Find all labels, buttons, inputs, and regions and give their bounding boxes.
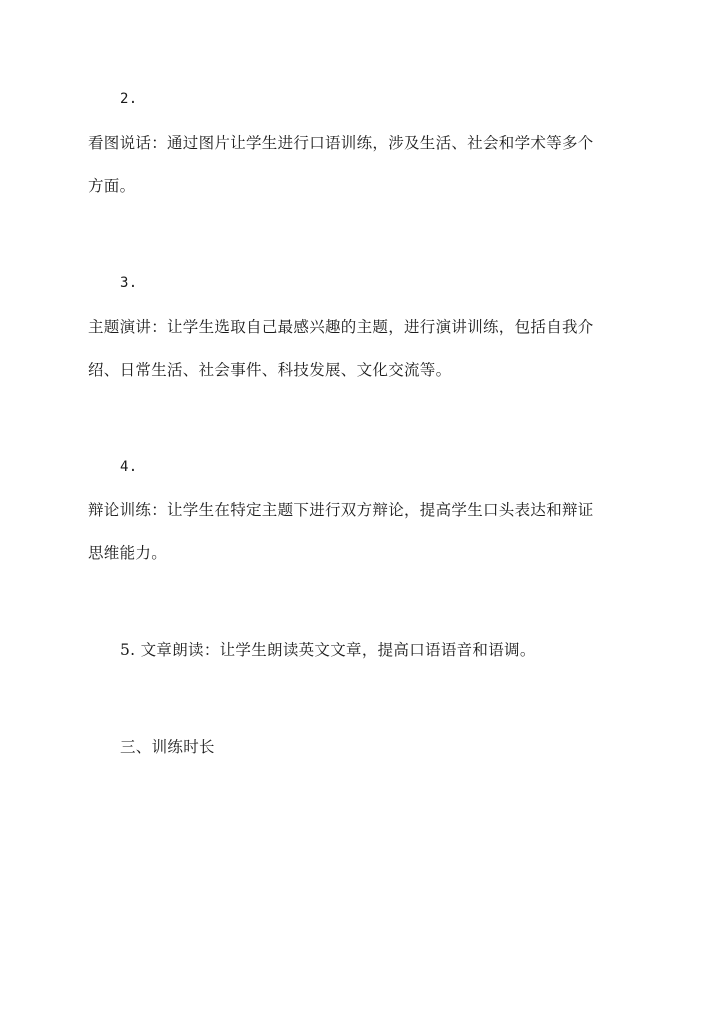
item-4-text-line-2: 思维能力。 xyxy=(88,544,168,562)
item-2-text-line-2: 方面。 xyxy=(88,177,136,195)
section-heading: 三、训练时长 xyxy=(120,738,215,756)
item-4-text-line-1: 辩论训练：让学生在特定主题下进行双方辩论，提高学生口头表达和辩证 xyxy=(88,501,594,519)
item-2-text-line-1: 看图说话：通过图片让学生进行口语训练，涉及生活、社会和学术等多个 xyxy=(88,134,594,152)
item-3-number: 3. xyxy=(120,275,138,291)
item-3-text-line-2: 绍、日常生活、社会事件、科技发展、文化交流等。 xyxy=(88,361,452,379)
item-5-text: 5. 文章朗读：让学生朗读英文文章，提高口语语音和语调。 xyxy=(120,641,536,659)
item-3-text-line-1: 主题演讲：让学生选取自己最感兴趣的主题，进行演讲训练，包括自我介 xyxy=(88,318,594,336)
item-4-number: 4. xyxy=(120,459,138,475)
item-2-number: 2. xyxy=(120,91,138,107)
